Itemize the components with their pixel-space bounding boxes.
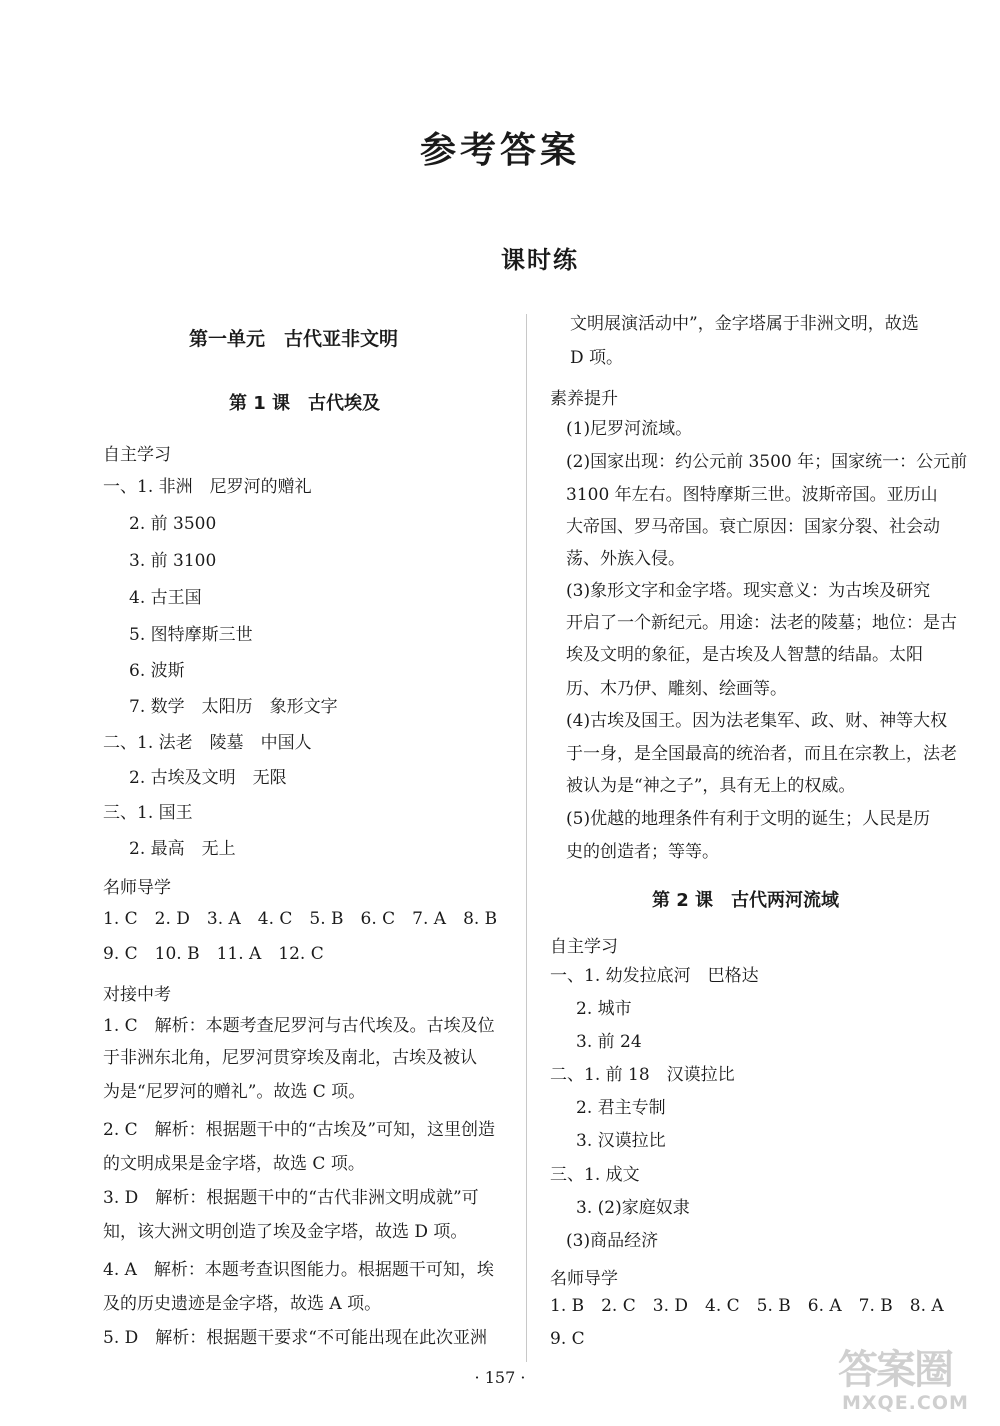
page-title: 参考答案: [419, 130, 580, 171]
answer-line: 1. B 2. C 3. D 4. C 5. B 6. A 7. B 8. A: [550, 1296, 944, 1316]
section-label: 自主学习: [103, 445, 171, 465]
section-label: 名师导学: [103, 878, 171, 898]
answer-line: 的文明成果是金字塔，故选 C 项。: [103, 1154, 365, 1174]
column-divider: [526, 314, 527, 1362]
answer-line: 于非洲东北角，尼罗河贯穿埃及南北，古埃及被认: [103, 1048, 477, 1068]
answer-line: 2. C 解析：根据题干中的“古埃及”可知，这里创造: [103, 1120, 496, 1140]
answer-line: 于一身，是全国最高的统治者，而且在宗教上，法老: [566, 744, 957, 764]
answer-line: 3. D 解析：根据题干中的“古代非洲文明成就”可: [103, 1188, 479, 1208]
answer-line: 4. A 解析：本题考查识图能力。根据题干可知，埃: [103, 1260, 494, 1280]
section-label: 对接中考: [103, 985, 171, 1005]
section-label: 名师导学: [550, 1269, 618, 1289]
answer-line: 2. 最高 无上: [129, 839, 236, 859]
page-subtitle: 课时练: [501, 246, 579, 274]
answer-line: (3)象形文字和金字塔。现实意义：为古埃及研究: [566, 581, 931, 601]
watermark-logo: [838, 1338, 988, 1418]
answer-line: 埃及文明的象征，是古埃及人智慧的结晶。太阳: [566, 645, 923, 665]
answer-line: (4)古埃及国王。因为法老集军、政、财、神等大权: [566, 711, 948, 731]
answer-line: 一、1. 非洲 尼罗河的赠礼: [103, 477, 312, 497]
answer-line: 3. 汉谟拉比: [576, 1131, 666, 1151]
answer-line: (1)尼罗河流域。: [566, 419, 693, 439]
answer-line: 3. (2)家庭奴隶: [576, 1198, 690, 1218]
answer-line: 4. 古王国: [129, 588, 202, 608]
answer-line: 史的创造者；等等。: [566, 842, 719, 862]
answer-line: 荡、外族入侵。: [566, 549, 685, 569]
answer-line: 2. 城市: [576, 999, 632, 1019]
answer-line: (2)国家出现：约公元前 3500 年；国家统一：公元前: [566, 452, 968, 472]
answer-line: 开启了一个新纪元。用途：法老的陵墓；地位：是古: [566, 613, 957, 633]
answer-line: 6. 波斯: [129, 661, 185, 681]
page-number: · 157 ·: [474, 1368, 526, 1387]
answer-line: 3. 前 3100: [129, 551, 217, 571]
answer-line: 及的历史遗迹是金字塔，故选 A 项。: [103, 1294, 382, 1314]
answer-line: (3)商品经济: [566, 1231, 659, 1251]
answer-line: 三、1. 国王: [103, 803, 193, 823]
answer-line: 5. D 解析：根据题干要求“不可能出现在此次亚洲: [103, 1328, 487, 1348]
answer-line: 一、1. 幼发拉底河 巴格达: [550, 966, 759, 986]
answer-line: 2. 古埃及文明 无限: [129, 768, 287, 788]
answer-line: 大帝国、罗马帝国。衰亡原因：国家分裂、社会动: [566, 517, 940, 537]
answer-line: 为是“尼罗河的赠礼”。故选 C 项。: [103, 1082, 366, 1102]
answer-line: 1. C 2. D 3. A 4. C 5. B 6. C 7. A 8. B: [103, 909, 498, 929]
answer-line: 2. 君主专制: [576, 1098, 666, 1118]
answer-line: 文明展演活动中”，金字塔属于非洲文明，故选: [570, 314, 919, 334]
answer-line: 7. 数学 太阳历 象形文字: [129, 697, 338, 717]
answer-line: 3100 年左右。图特摩斯三世。波斯帝国。亚历山: [566, 485, 938, 505]
answer-line: 9. C: [550, 1329, 585, 1349]
answer-line: (5)优越的地理条件有利于文明的诞生；人民是历: [566, 809, 931, 829]
answer-line: 2. 前 3500: [129, 514, 217, 534]
lesson-heading: 第 1 课 古代埃及: [229, 393, 381, 414]
lesson-heading: 第 2 课 古代两河流域: [652, 890, 840, 911]
unit-heading: 第一单元 古代亚非文明: [189, 328, 399, 350]
answer-line: 知，该大洲文明创造了埃及金字塔，故选 D 项。: [103, 1222, 468, 1242]
answer-line: 5. 图特摩斯三世: [129, 625, 253, 645]
answer-line: 1. C 解析：本题考查尼罗河与古代埃及。古埃及位: [103, 1016, 495, 1036]
answer-line: 三、1. 成文: [550, 1165, 640, 1185]
section-label: 自主学习: [550, 937, 618, 957]
answer-line: 二、1. 法老 陵墓 中国人: [103, 733, 312, 753]
section-label: 素养提升: [550, 389, 618, 409]
answer-line: 3. 前 24: [576, 1032, 642, 1052]
answer-line: 历、木乃伊、雕刻、绘画等。: [566, 679, 787, 699]
answer-line: D 项。: [570, 348, 624, 368]
answer-line: 9. C 10. B 11. A 12. C: [103, 944, 324, 964]
answer-line: 二、1. 前 18 汉谟拉比: [550, 1065, 735, 1085]
answer-line: 被认为是“神之子”，具有无上的权威。: [566, 776, 856, 796]
watermark-url: MXQE.COM: [842, 1392, 969, 1414]
watermark-glyphs: 答案圈: [838, 1347, 952, 1393]
